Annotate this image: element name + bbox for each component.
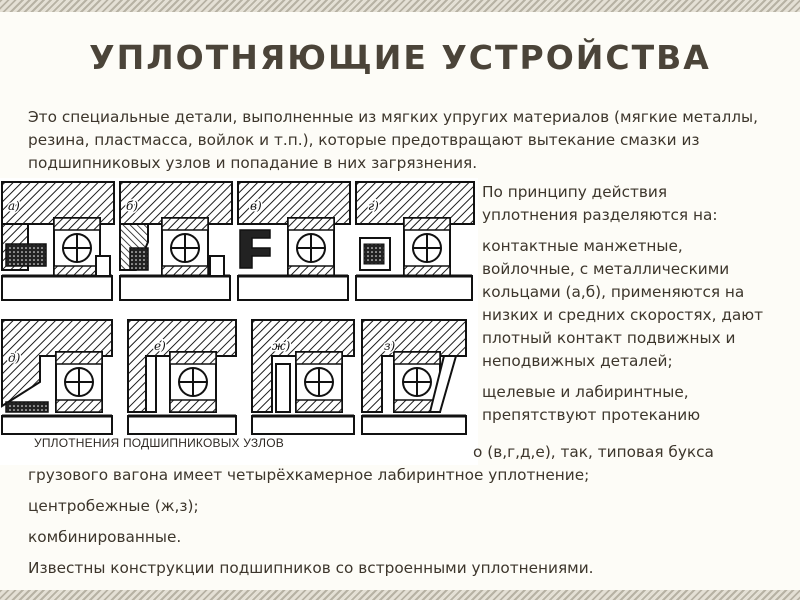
right-column-text — [482, 181, 782, 427]
panel-label-v: в) — [250, 199, 262, 213]
right-line: низких и средних скоростях, дают — [482, 306, 764, 324]
top-decorative-stripe — [0, 0, 800, 12]
bottom-line: грузового вагона имеет четырёхкамерное лабиринтное уплотнение; — [28, 466, 590, 484]
right-line: неподвижных деталей; — [482, 352, 673, 370]
bottom-decorative-stripe — [0, 590, 800, 600]
panel-label-e: е) — [154, 339, 166, 353]
right-line: щелевые и лабиринтные, — [482, 383, 689, 401]
panel-label-zh: ж) — [272, 339, 291, 353]
seal-panel-z — [362, 320, 466, 434]
slide-title: УПЛОТНЯЮЩИЕ УСТРОЙСТВА — [89, 38, 711, 77]
overlapping-text-tail: о (в,г,д,е), так, типовая букса — [473, 443, 714, 461]
bottom-text — [28, 464, 788, 580]
seal-panel-zh — [252, 320, 354, 434]
bearing-seals-drawing — [0, 178, 478, 465]
right-line: уплотнения разделяются на: — [482, 206, 718, 224]
bottom-line: комбинированные. — [28, 528, 182, 546]
panel-label-z: з) — [384, 339, 396, 353]
seal-panel-d — [2, 320, 112, 434]
bottom-line: Известны конструкции подшипников со встроенными уплотнениями. — [28, 559, 594, 577]
right-line: контактные манжетные, — [482, 237, 683, 255]
panel-label-a: а) — [8, 199, 20, 213]
figure-caption: УПЛОТНЕНИЯ ПОДШИПНИКОВЫХ УЗЛОВ — [34, 436, 284, 450]
right-line: кольцами (а,б), применяются на — [482, 283, 745, 301]
right-line: плотный контакт подвижных и — [482, 329, 736, 347]
bottom-line: центробежные (ж,з); — [28, 497, 199, 515]
panel-label-b: б) — [126, 199, 139, 213]
bearing-seals-figure — [0, 178, 478, 465]
panel-label-g: г) — [368, 199, 379, 213]
panel-label-d: д) — [8, 351, 21, 365]
intro-paragraph: Это специальные детали, выполненные из мягких упругих материалов (мягкие металлы, резина, пластмасса, войлок и т.п.), которые предотвращают вытекание смазки из подшипниковых узлов и попадание в них загрязнения. — [28, 108, 758, 172]
right-line: По принципу действия — [482, 183, 668, 201]
right-line: препятствуют протеканию — [482, 406, 701, 424]
right-line: войлочные, с металлическими — [482, 260, 730, 278]
seal-panel-e — [128, 320, 236, 434]
